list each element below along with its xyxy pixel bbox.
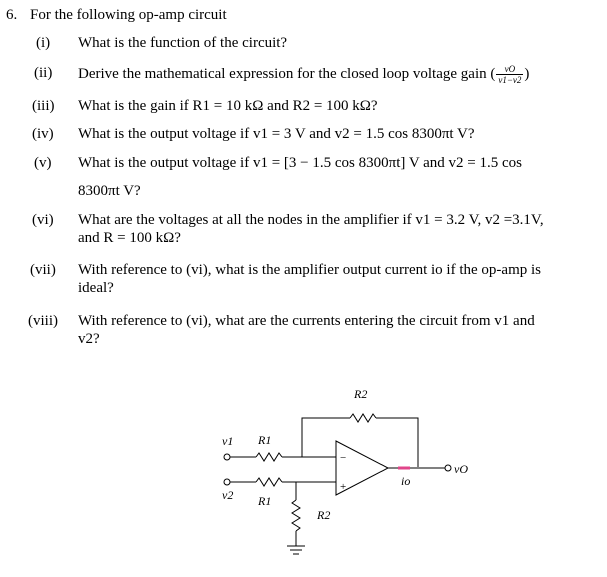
ground-icon [287, 546, 305, 554]
item-label: (i) [36, 35, 51, 51]
item-label: (ii) [34, 65, 53, 81]
r1-top-label: R1 [258, 433, 272, 447]
v2-label: v2 [222, 488, 234, 502]
question-heading: For the following op-amp circuit [30, 7, 227, 23]
item-text-line2: and R = 100 kΩ? [78, 230, 181, 246]
r2-bottom-label: R2 [317, 508, 331, 522]
feedback-wire-out [376, 418, 418, 467]
item-label: (v) [34, 155, 52, 171]
v1-label: v1 [222, 434, 234, 448]
item-label: (vi) [32, 212, 54, 228]
vo-terminal [445, 465, 451, 471]
item-label: (vii) [30, 262, 56, 278]
item-text: What is the gain if R1 = 10 kΩ and R2 = 100 kΩ? [78, 98, 378, 114]
plus-sign: + [340, 481, 347, 493]
r1-bottom-label: R1 [258, 494, 272, 508]
item-text-line1: With reference to (vi), what are the currents entering the circuit from v1 and [78, 313, 535, 329]
item-label: (iii) [32, 98, 55, 114]
item-label: (viii) [28, 313, 58, 329]
r2-ground-resistor [292, 500, 300, 531]
item-text-line2: v2? [78, 331, 100, 347]
v2-terminal [224, 479, 230, 485]
minus-sign: − [340, 452, 347, 464]
item-text-line1: With reference to (vi), what is the amplifier output current io if the op-amp is [78, 262, 541, 278]
v1-terminal [224, 454, 230, 460]
r2-feedback-resistor [350, 414, 376, 422]
vo-label: vO [454, 462, 468, 476]
question-number: 6. [6, 7, 18, 23]
r2-top-label: R2 [354, 387, 368, 401]
gain-fraction: $\frac{vO}{v1-v2}$ [498, 64, 522, 85]
item-text-line2: 8300πt V? [78, 183, 141, 199]
r1-top-resistor [256, 453, 282, 461]
io-label: io [401, 474, 411, 488]
item-text-gain: Derive the mathematical expression for the closed loop voltage gain ( $\frac{vO}{v1-v2}$ ) [78, 64, 530, 85]
item-label: (iv) [32, 126, 54, 142]
item-text: What is the function of the circuit? [78, 35, 288, 51]
item-text-line1: What are the voltages at all the nodes in the amplifier if v1 = 3.2 V, v2 =3.1V, [78, 212, 544, 228]
item-text: What is the output voltage if v1 = 3 V and v2 = 1.5 cos 8300πt V? [78, 126, 475, 142]
r1-bottom-resistor [256, 478, 282, 486]
item-text-line2: ideal? [78, 280, 114, 296]
item-text-line1: What is the output voltage if v1 = [3 − 1.5 cos 8300πt] V and v2 = 1.5 cos [78, 155, 523, 171]
